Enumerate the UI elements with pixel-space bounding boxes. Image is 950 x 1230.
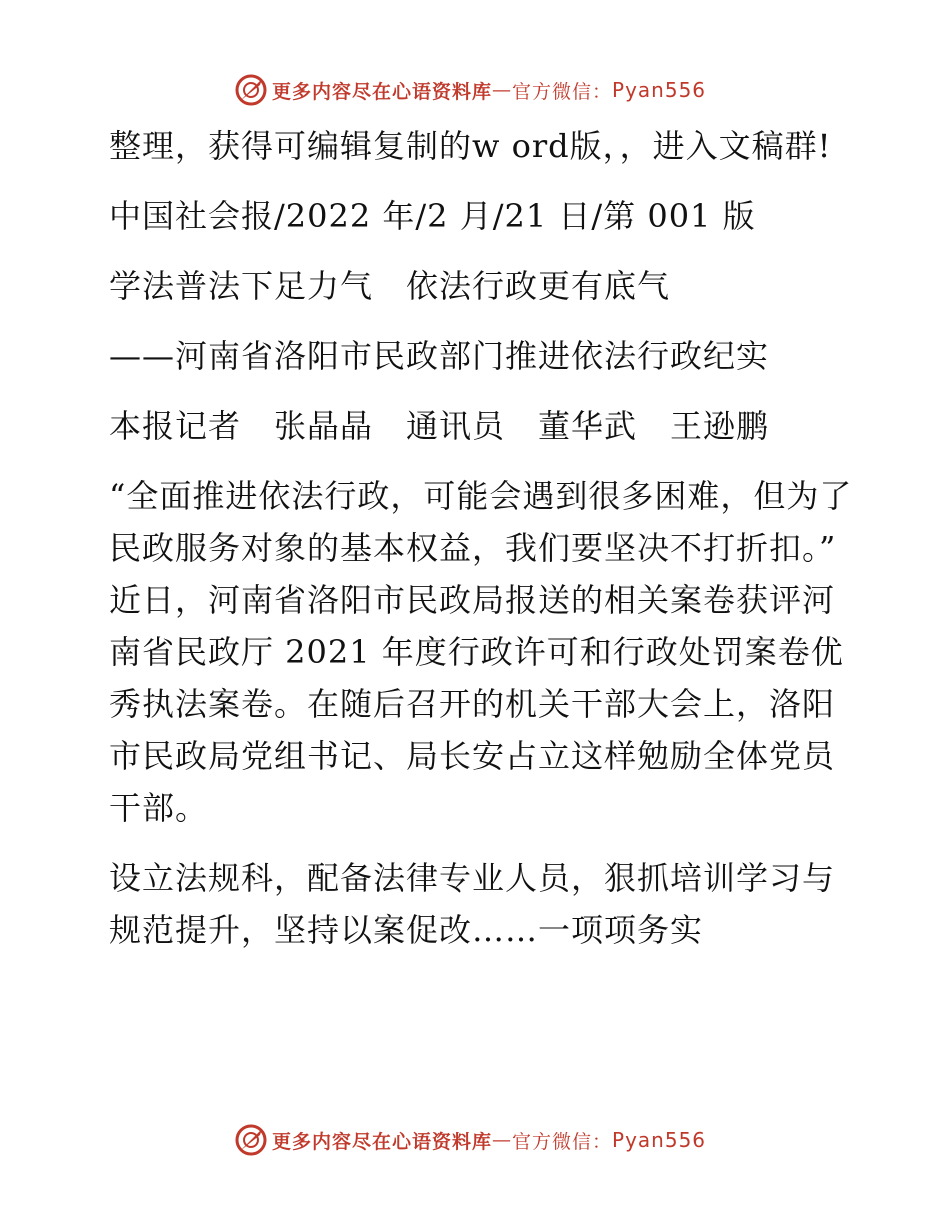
- watermark-wechat-label: 官方微信：: [512, 80, 613, 103]
- watermark-main-text: 更多内容尽在心语资料库: [272, 1130, 493, 1153]
- watermark-separator: —: [492, 79, 513, 101]
- watermark-separator: —: [492, 1129, 513, 1151]
- footer-watermark: [234, 1122, 714, 1158]
- watermark-wechat-id: Pyan556: [612, 1128, 707, 1152]
- watermark-wechat-label: 官方微信：: [512, 1130, 613, 1153]
- body-paragraph-2: 设立法规科，配备法律专业人员，狠抓培训学习与规范提升，坚持以案促改……一项项务实: [109, 859, 836, 949]
- logo-icon: [234, 73, 268, 107]
- watermark-main-text: 更多内容尽在心语资料库: [272, 80, 493, 103]
- article-subtitle: ——河南省洛阳市民政部门推进依法行政纪实: [109, 337, 770, 375]
- header-watermark: [234, 72, 714, 108]
- body-paragraph-1: “全面推进依法行政，可能会遇到很多困难，但为了民政服务对象的基本权益，我们要坚决不打折扣。” 近日，河南省洛阳市民政局报送的相关案卷获评河南省民政厅 2021 年度行政许可和行政处罚案卷优秀执法案卷。在随后召开的机关干部大会上，洛阳市民政局党组书记、局长安占立这样勉励全体党员干部。: [109, 477, 870, 827]
- intro-note: 整理，获得可编辑复制的w ord版，，进入文稿群!: [109, 127, 832, 165]
- document-body: [97, 120, 870, 956]
- source-line: 中国社会报/2022 年/2 月/21 日/第 001 版: [109, 197, 756, 235]
- byline: 本报记者 张晶晶 通讯员 董华武 王逊鹏: [109, 407, 770, 445]
- watermark-wechat-id: Pyan556: [612, 78, 707, 102]
- logo-icon: [234, 1123, 268, 1157]
- article-title: 学法普法下足力气 依法行政更有底气: [109, 267, 671, 305]
